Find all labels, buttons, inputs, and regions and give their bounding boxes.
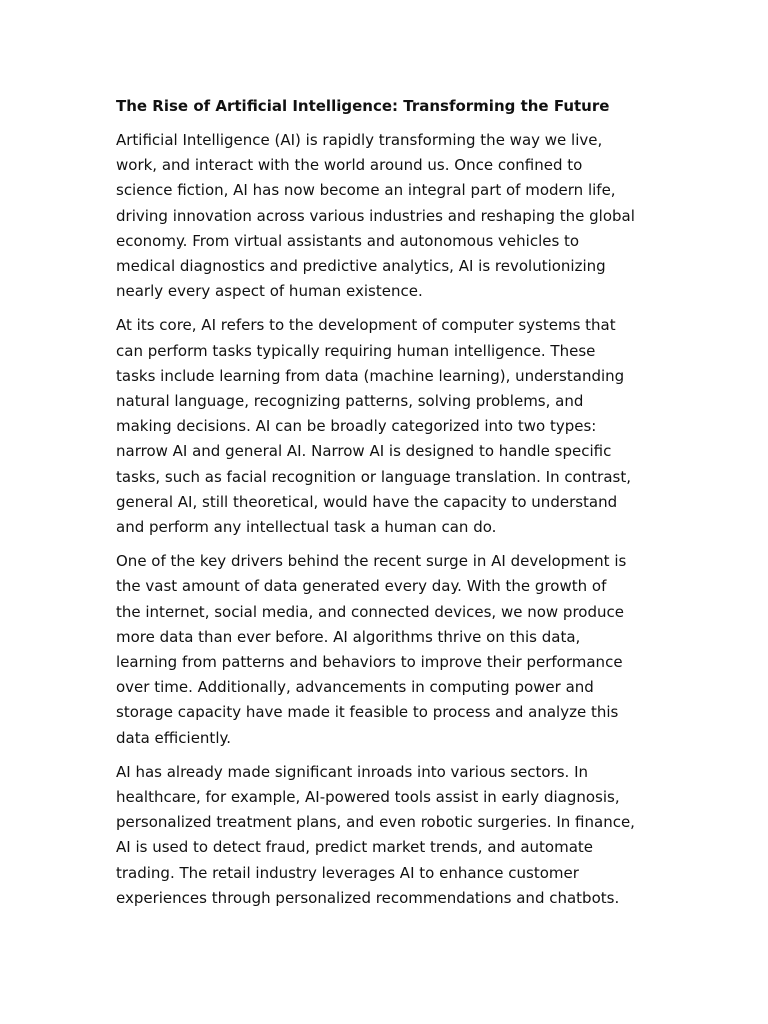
paragraph-line: experiences through personalized recommendations and chatbots. bbox=[116, 888, 620, 907]
paragraph-line: tasks include learning from data (machine learning), understanding bbox=[116, 366, 625, 385]
paragraph-4 bbox=[116, 760, 656, 911]
document-page bbox=[116, 96, 656, 920]
paragraph-line: One of the key drivers behind the recent surge in AI development is bbox=[116, 552, 627, 571]
paragraph-line: driving innovation across various industries and reshaping the global bbox=[116, 206, 635, 225]
paragraph-line: narrow AI and general AI. Narrow AI is designed to handle specific bbox=[116, 442, 612, 461]
paragraph-line: economy. From virtual assistants and autonomous vehicles to bbox=[116, 231, 580, 250]
paragraph-line: trading. The retail industry leverages AI to enhance customer bbox=[116, 863, 579, 882]
paragraph-line: tasks, such as facial recognition or language translation. In contrast, bbox=[116, 467, 631, 486]
paragraph-line: nearly every aspect of human existence. bbox=[116, 282, 423, 301]
paragraph-line: learning from patterns and behaviors to improve their performance bbox=[116, 653, 623, 672]
paragraph-line: Artificial Intelligence (AI) is rapidly transforming the way we live, bbox=[116, 131, 603, 149]
paragraph-line: over time. Additionally, advancements in computing power and bbox=[116, 678, 594, 697]
paragraph-line: data efficiently. bbox=[116, 728, 231, 747]
paragraph-line: general AI, still theoretical, would have the capacity to understand bbox=[116, 492, 618, 511]
paragraph-line: work, and interact with the world around us. Once confined to bbox=[116, 156, 583, 175]
paragraph-line: making decisions. AI can be broadly categorized into two types: bbox=[116, 417, 597, 436]
paragraph-line: the internet, social media, and connected devices, we now produce bbox=[116, 602, 624, 621]
paragraph-2 bbox=[116, 313, 656, 540]
paragraph-line: healthcare, for example, AI-powered tools assist in early diagnosis, bbox=[116, 788, 620, 807]
paragraph-line: natural language, recognizing patterns, solving problems, and bbox=[116, 392, 584, 411]
paragraph-1 bbox=[116, 128, 656, 304]
paragraph-line: AI has already made significant inroads into various sectors. In bbox=[116, 762, 589, 781]
paragraph-line: can perform tasks typically requiring human intelligence. These bbox=[116, 341, 596, 360]
paragraph-line: more data than ever before. AI algorithms thrive on this data, bbox=[116, 627, 581, 646]
paragraph-line: AI is used to detect fraud, predict market trends, and automate bbox=[116, 838, 593, 857]
paragraph-3 bbox=[116, 549, 656, 751]
paragraph-line: science fiction, AI has now become an integral part of modern life, bbox=[116, 181, 616, 200]
paragraph-line: and perform any intellectual task a human can do. bbox=[116, 518, 497, 537]
paragraph-line: the vast amount of data generated every day. With the growth of bbox=[116, 577, 607, 596]
paragraph-line: personalized treatment plans, and even robotic surgeries. In finance, bbox=[116, 813, 635, 832]
paragraph-line: storage capacity have made it feasible to process and analyze this bbox=[116, 703, 619, 722]
document-title: The Rise of Artificial Intelligence: Transforming the Future bbox=[116, 97, 610, 115]
paragraph-line: medical diagnostics and predictive analytics, AI is revolutionizing bbox=[116, 257, 606, 276]
paragraph-line: At its core, AI refers to the development of computer systems that bbox=[116, 316, 616, 335]
